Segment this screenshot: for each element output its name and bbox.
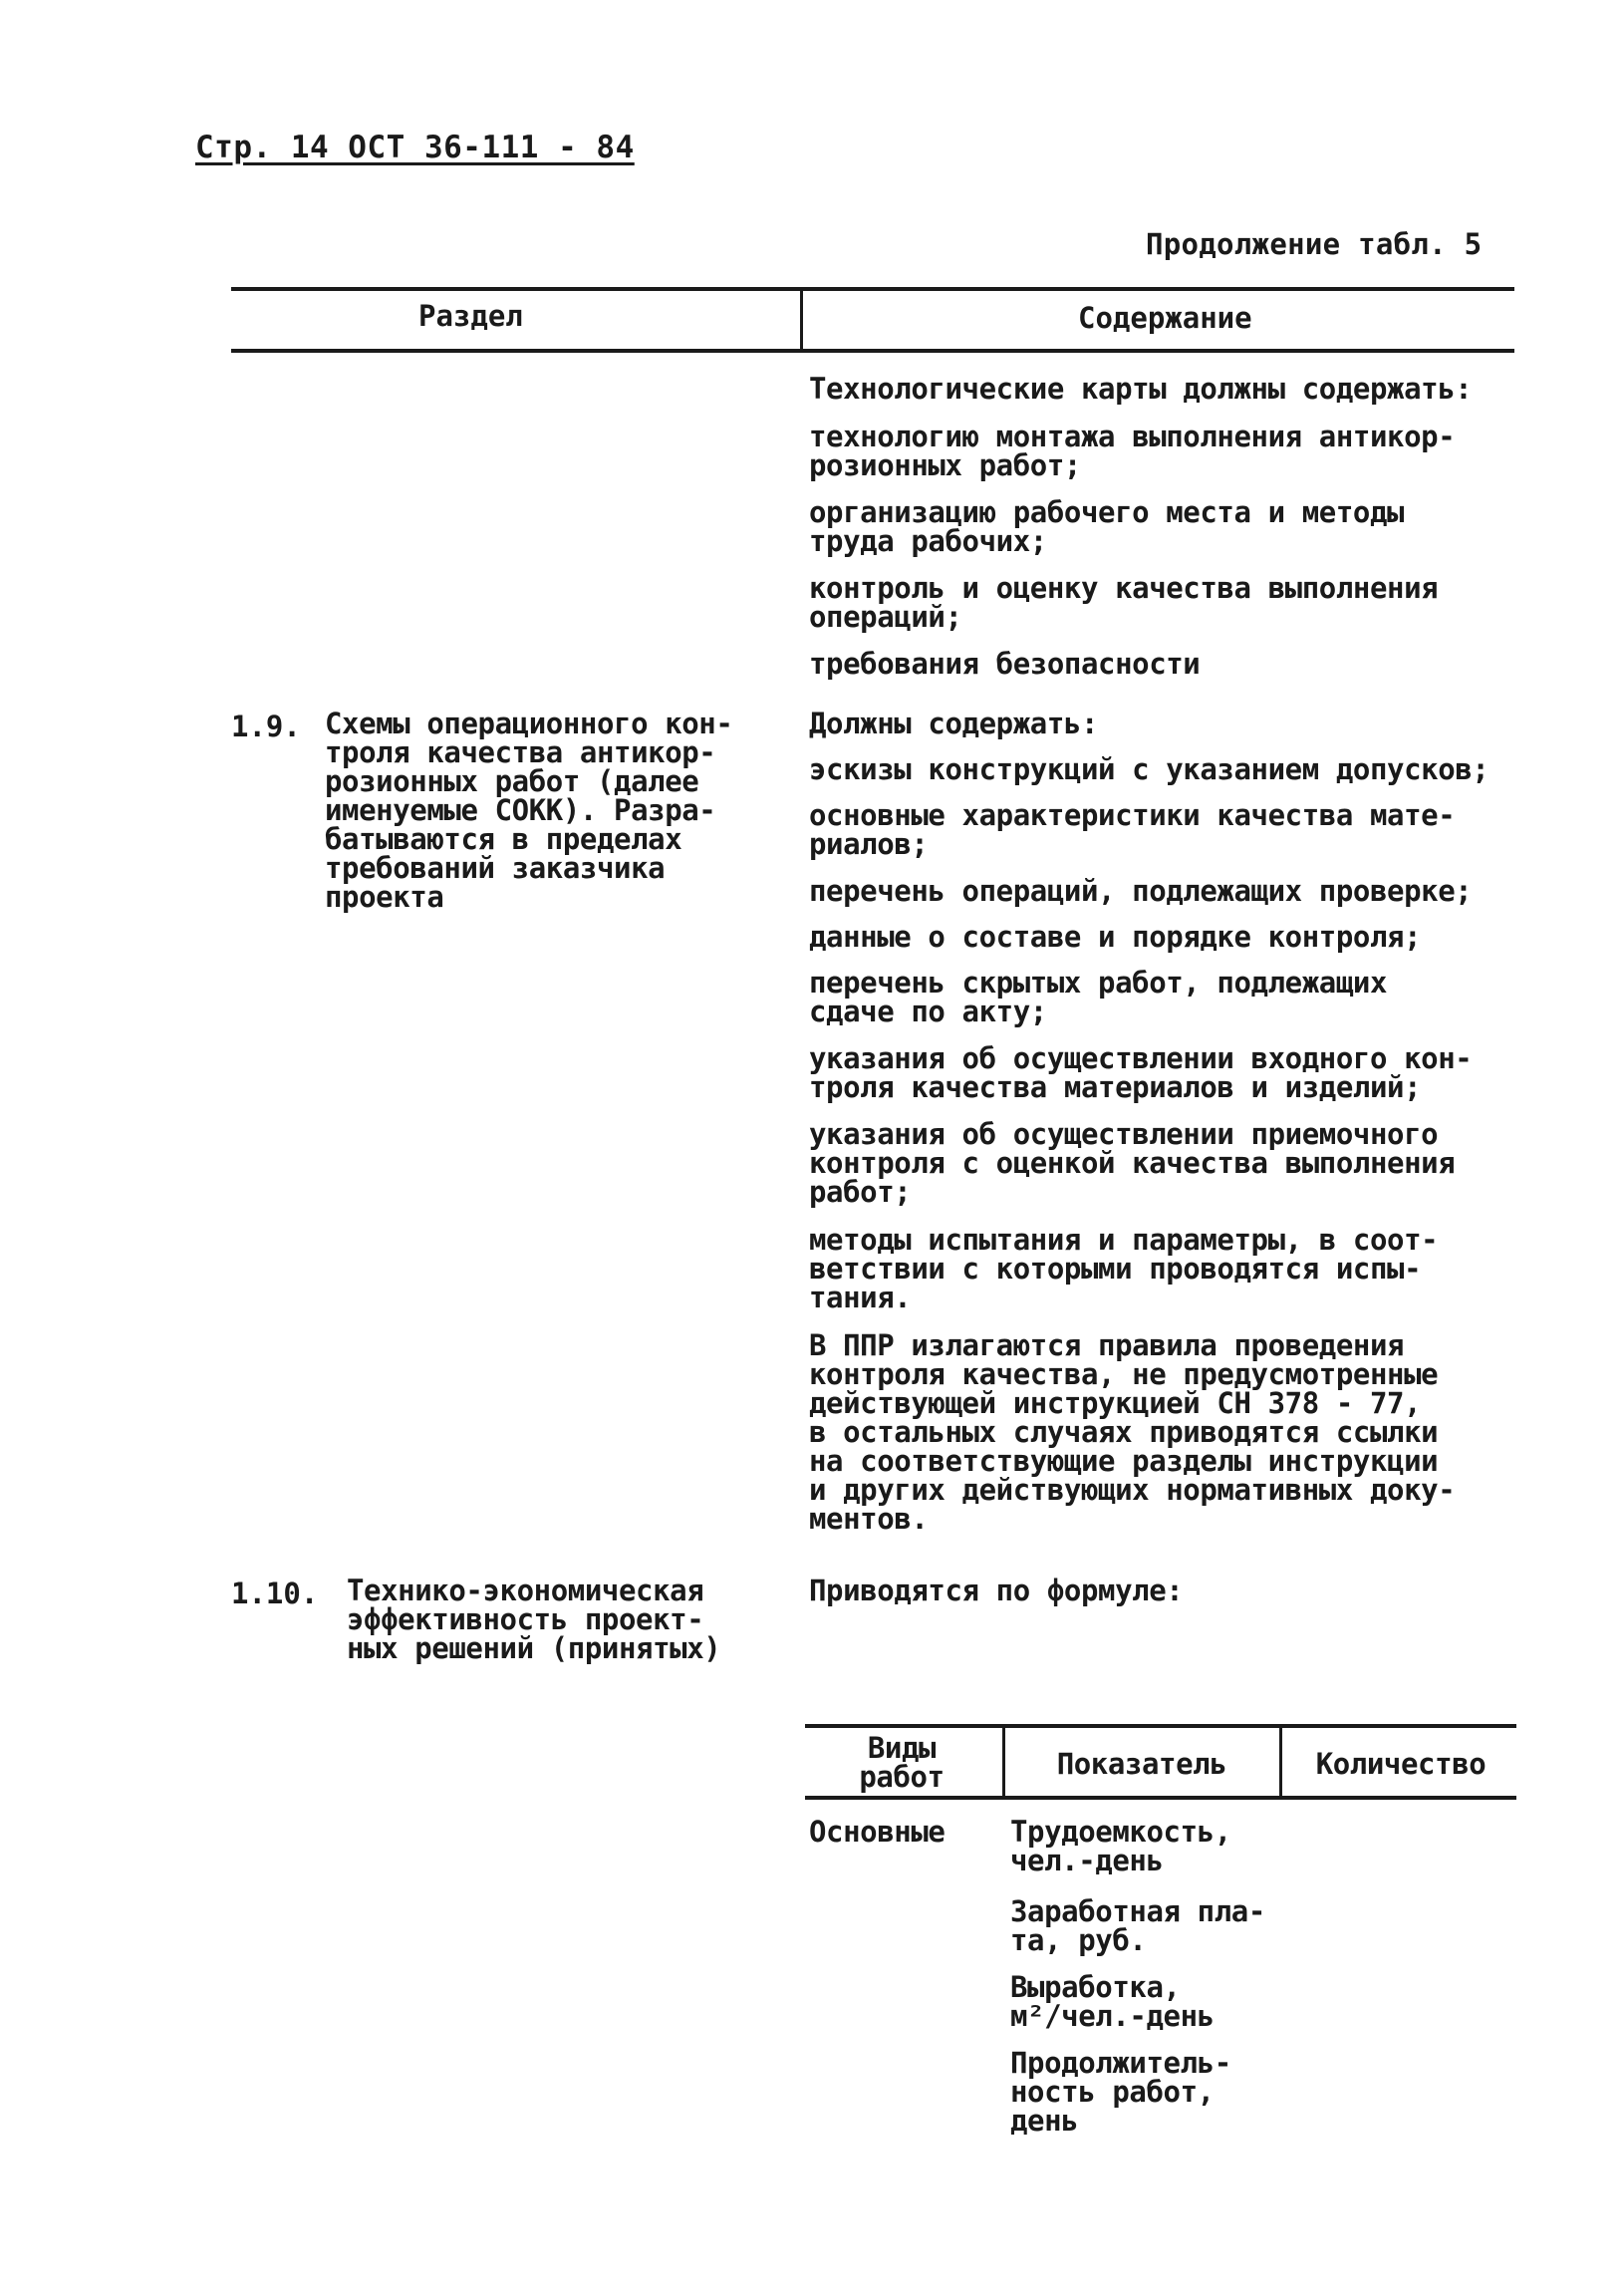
page-reference: Стр. 14 ОСТ 36-111 - 84: [195, 130, 635, 165]
column-header-content: Содержание: [1078, 301, 1252, 335]
content-paragraph: Приводятся по формуле:: [809, 1574, 1184, 1607]
section-description: Технико-экономическая эффективность проект- ных решений (принятых): [347, 1574, 721, 1665]
table-top-rule: [231, 287, 1514, 291]
content-paragraph: перечень скрытых работ, подлежащих сдаче по акту;: [809, 966, 1388, 1028]
subtable-indicator: Трудоемкость, чел.-день: [1010, 1815, 1231, 1877]
content-paragraph: эскизы конструкций с указанием допусков;: [809, 752, 1489, 786]
content-paragraph: контроль и оценку качества выполнения операций;: [809, 571, 1439, 634]
subtable-indicator: Выработка, м²/чел.-день: [1010, 1970, 1215, 2033]
subtable-indicator: Продолжитель- ность работ, день: [1010, 2046, 1231, 2138]
content-paragraph: Технологические карты должны содержать:: [809, 372, 1473, 406]
content-paragraph: основные характеристики качества мате- риалов;: [809, 798, 1456, 861]
content-paragraph: технологию монтажа выполнения антикор- розионных работ;: [809, 420, 1456, 482]
subtable-divider: [1002, 1726, 1005, 1798]
subtable-header-bottom-rule: [805, 1796, 1516, 1800]
column-header-section: Раздел: [418, 299, 523, 333]
section-description: Схемы операционного кон- троля качества антикор- розионных работ (далее именуемые СОКК). Разра- батываются в пределах требований заказчика проекта: [325, 707, 733, 914]
content-paragraph: В ППР излагаются правила проведения контроля качества, не предусмотренные действующей инструкцией СН 378 - 77, в остальных случаях приводятся ссылки на соответствующие разделы инструкции и других действующих нормативных доку- ментов.: [809, 1328, 1456, 1536]
subtable-header-quantity: Количество: [1315, 1747, 1487, 1781]
table-header-bottom-rule: [231, 349, 1514, 353]
content-paragraph: требования безопасности: [809, 647, 1201, 681]
column-divider: [800, 289, 803, 351]
subtable-header-kind: Виды работ: [859, 1731, 945, 1794]
subtable-header-indicator: Показатель: [1056, 1747, 1227, 1781]
content-paragraph: Должны содержать:: [809, 707, 1099, 740]
subtable-top-rule: [805, 1724, 1516, 1728]
table-continuation-label: Продолжение табл. 5: [1146, 227, 1483, 261]
subtable-divider: [1279, 1726, 1282, 1798]
content-paragraph: перечень операций, подлежащих проверке;: [809, 874, 1473, 908]
content-paragraph: методы испытания и параметры, в соот- ветствии с которыми проводятся испы- тания.: [809, 1223, 1439, 1314]
section-number: 1.9.: [231, 710, 301, 743]
content-paragraph: указания об осуществлении приемочного контроля с оценкой качества выполнения работ;: [809, 1117, 1456, 1209]
subtable-indicator: Заработная пла- та, руб.: [1010, 1894, 1265, 1957]
content-paragraph: указания об осуществлении входного кон- троля качества материалов и изделий;: [809, 1041, 1473, 1104]
subtable-row-label: Основные: [809, 1815, 946, 1849]
content-paragraph: данные о составе и порядке контроля;: [809, 920, 1422, 954]
section-number: 1.10.: [231, 1577, 319, 1610]
content-paragraph: организацию рабочего места и методы труда рабочих;: [809, 495, 1405, 558]
